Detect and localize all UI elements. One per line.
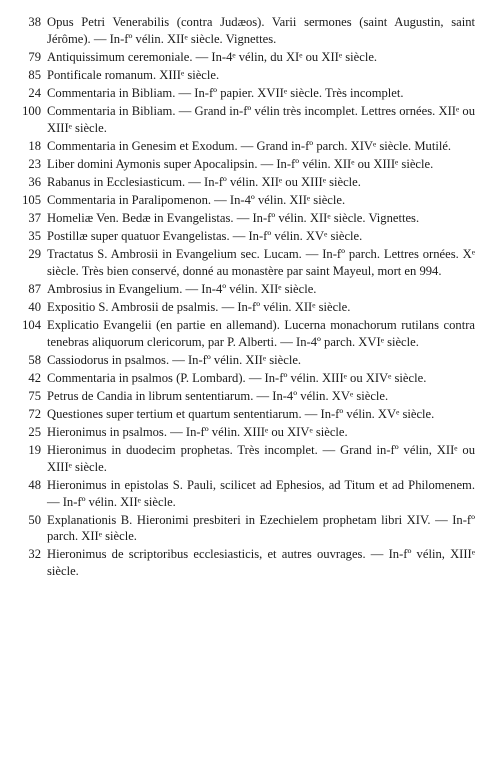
entry-text: Commentaria in Bibliam. — Grand in-fº vélin très incomplet. Lettres ornées. XIIᵉ ou XIIIᵉ siècle.: [47, 103, 475, 135]
catalog-entry: [0, 281, 487, 298]
entry-text: Hieronimus in psalmos. — In-fº vélin. XIIIᵉ ou XIVᵉ siècle.: [47, 425, 348, 440]
entry-number: 87: [28, 281, 41, 296]
entry-text: Petrus de Candia in librum sententiarum. — In-4º vélin. XVᵉ siècle.: [47, 388, 389, 403]
catalog-entry: [0, 156, 487, 173]
entry-text: Explanationis B. Hieronimi presbiteri in Ezechielem prophetam libri XIV. — In-fº parch. XIIᵉ siècle.: [47, 512, 475, 544]
catalog-entry: [0, 67, 487, 84]
entry-number: 35: [28, 229, 41, 244]
entry-number: 72: [28, 407, 41, 422]
entry-text: Opus Petri Venerabilis (contra Judæos). Varii sermones (saint Augustin, saint Jérôme). — In-fº vélin. XIIᵉ siècle. Vignettes.: [47, 15, 475, 46]
entry-number: 36: [28, 174, 41, 189]
catalog-entry: [0, 477, 487, 510]
catalog-entry: [0, 424, 487, 441]
entry-number: 23: [28, 156, 41, 171]
entry-text: Homeliæ Ven. Bedæ in Evangelistas. — In-fº vélin. XIIᵉ siècle. Vignettes.: [47, 211, 420, 226]
entry-text: Commentaria in Bibliam. — In-fº papier. XVIIᵉ siècle. Très incomplet.: [47, 85, 404, 100]
entry-text: Hieronimus de scriptoribus ecclesiasticis, et autres ouvrages. — In-fº vélin, XIIIᵉ siècle.: [47, 547, 475, 578]
entry-number: 19: [28, 443, 41, 458]
catalog-entry: [0, 246, 487, 279]
catalog-entry: [0, 85, 487, 102]
catalog-entry: [0, 138, 487, 155]
entry-text: Explicatio Evangelii (en partie en allemand). Lucerna monachorum rutilans contra tenebras aliquorum clericorum, par P. Alberti. — In-4º parch. XVIᵉ siècle.: [47, 318, 475, 349]
catalog-entry: [0, 228, 487, 245]
entry-text: Cassiodorus in psalmos. — In-fº vélin. XIIᵉ siècle.: [47, 352, 302, 367]
catalog-entry: [0, 512, 487, 545]
catalog-entry: [0, 192, 487, 209]
entry-number: 50: [28, 512, 41, 527]
entry-text: Commentaria in Genesim et Exodum. — Grand in-fº parch. XIVᵉ siècle. Mutilé.: [47, 138, 452, 153]
catalog-entry: [0, 370, 487, 387]
entry-text: Questiones super tertium et quartum sententiarum. — In-fº vélin. XVᵉ siècle.: [47, 407, 435, 422]
catalog-entry: [0, 14, 487, 47]
entry-text: Hieronimus in epistolas S. Pauli, scilicet ad Ephesios, ad Titum et ad Philomenem. — In-fº vélin. XIIᵉ siècle.: [47, 477, 475, 509]
entry-text: Liber domini Aymonis super Apocalipsin. — In-fº vélin. XIIᵉ ou XIIIᵉ siècle.: [47, 156, 434, 171]
entry-text: Commentaria in psalmos (P. Lombard). — In-fº vélin. XIIIᵉ ou XIVᵉ siècle.: [47, 370, 427, 385]
entry-number: 105: [22, 192, 41, 207]
entry-number: 37: [28, 211, 41, 226]
entry-text: Tractatus S. Ambrosii in Evangelium sec. Lucam. — In-fº parch. Lettres ornées. Xᵉ siècle. Très bien conservé, donné au monastère par saint Mayeul, mort en 994.: [47, 247, 475, 278]
entry-text: Hieronimus in duodecim prophetas. Très incomplet. — Grand in-fº vélin, XIIᵉ ou XIIIᵉ siècle.: [47, 443, 475, 474]
catalog-entry: [0, 406, 487, 423]
entry-number: 25: [28, 425, 41, 440]
catalog-entry: [0, 388, 487, 405]
entry-text: Ambrosius in Evangelium. — In-4º vélin. XIIᵉ siècle.: [47, 281, 317, 296]
entry-text: Commentaria in Paralipomenon. — In-4º vélin. XIIᵉ siècle.: [47, 192, 346, 207]
entry-text: Antiquissimum ceremoniale. — In-4ᵉ vélin, du XIᵉ ou XIIᵉ siècle.: [47, 49, 378, 64]
entry-text: Postillæ super quatuor Evangelistas. — In-fº vélin. XVᵉ siècle.: [47, 229, 363, 244]
catalog-entry: [0, 174, 487, 191]
entry-number: 40: [28, 300, 41, 314]
entry-text: Rabanus in Ecclesiasticum. — In-fº vélin. XIIᵉ ou XIIIᵉ siècle.: [47, 174, 361, 189]
entry-number: 38: [28, 15, 41, 29]
entry-number: 104: [22, 318, 41, 333]
entry-number: 85: [28, 67, 41, 82]
catalog-entry: [0, 442, 487, 475]
entry-number: 58: [28, 352, 41, 367]
catalog-entry: [0, 210, 487, 227]
catalog-entry: [0, 299, 487, 316]
catalog-entry: [0, 546, 487, 579]
catalog-entry: [0, 49, 487, 66]
entry-number: 48: [28, 477, 41, 492]
entry-text: Pontificale romanum. XIIIᵉ siècle.: [47, 67, 220, 82]
entry-text: Expositio S. Ambrosii de psalmis. — In-fº vélin. XIIᵉ siècle.: [47, 300, 351, 314]
catalog-entry: [0, 103, 487, 136]
entry-number: 79: [28, 49, 41, 64]
catalog-entry: [0, 352, 487, 369]
entry-number: 29: [28, 247, 41, 262]
entry-number: 18: [28, 138, 41, 153]
entry-number: 75: [28, 388, 41, 403]
catalog-page: [0, 14, 487, 580]
entry-number: 24: [28, 85, 41, 100]
entry-number: 100: [22, 103, 41, 118]
catalog-entry: [0, 317, 487, 350]
entry-number: 32: [28, 547, 41, 562]
entry-number: 42: [28, 370, 41, 385]
